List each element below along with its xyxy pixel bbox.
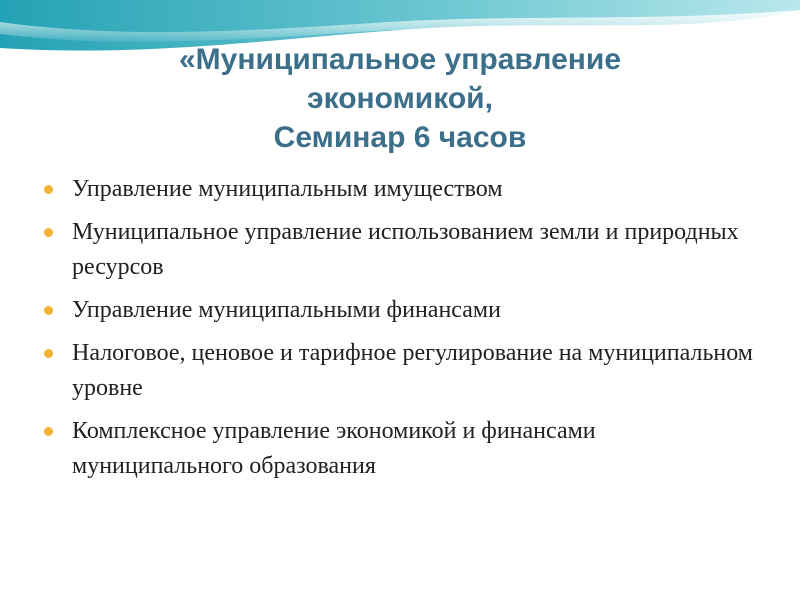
bullet-text: Управление муниципальным имуществом — [72, 176, 503, 202]
bullet-item — [44, 414, 764, 484]
bullet-dot-icon — [44, 185, 53, 194]
bullet-text: Налоговое, ценовое и тарифное регулирование на муниципальном уровне — [72, 340, 753, 401]
bullet-dot-icon — [44, 349, 53, 358]
bullet-text: Комплексное управление экономикой и финансами муниципального образования — [72, 418, 596, 479]
bullet-item — [44, 215, 764, 285]
slide-title-line-1: «Муниципальное управление — [178, 43, 622, 76]
bullet-text: Муниципальное управление использованием земли и природных ресурсов — [72, 219, 739, 280]
bullet-item — [44, 172, 764, 207]
bullet-dot-icon — [44, 306, 53, 315]
bullet-item — [44, 293, 764, 328]
slide-title — [0, 40, 800, 157]
bullet-dot-icon — [44, 228, 53, 237]
bullet-text: Управление муниципальными финансами — [72, 297, 501, 323]
slide-title-line-3: Семинар 6 часов — [273, 121, 527, 154]
slide-title-line-2: экономикой, — [307, 82, 493, 115]
bullet-dot-icon — [44, 427, 53, 436]
bullet-item — [44, 336, 764, 406]
bullet-list — [44, 172, 764, 492]
